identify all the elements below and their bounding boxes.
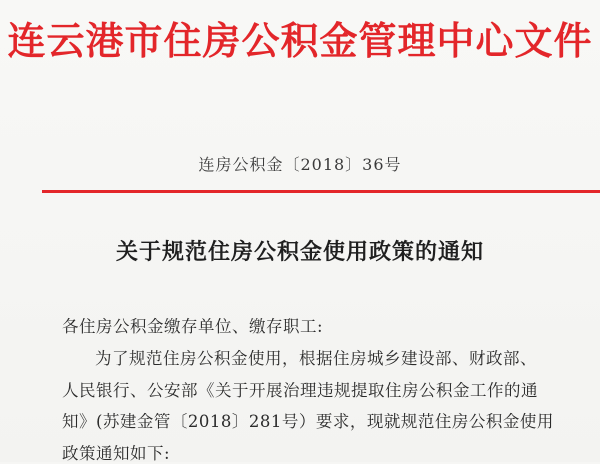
salutation-line: 各住房公积金缴存单位、缴存职工: bbox=[62, 317, 324, 336]
red-separator-rule bbox=[42, 190, 600, 193]
body-paragraph-line-4: 政策通知如下: bbox=[62, 444, 171, 463]
document-number: 连房公积金〔2018〕36号 bbox=[198, 155, 402, 174]
notice-title: 关于规范住房公积金使用政策的通知 bbox=[115, 240, 484, 265]
body-paragraph-line-1: 为了规范住房公积金使用，根据住房城乡建设部、财政部、 bbox=[95, 349, 537, 368]
document-header-title: 连云港市住房公积金管理中心文件 bbox=[7, 19, 593, 63]
body-paragraph-line-2: 人民银行、公安部《关于开展治理违规提取住房公积金工作的通 bbox=[62, 381, 538, 400]
body-paragraph-line-3: 知》(苏建金管〔2018〕281号）要求，现就规范住房公积金使用 bbox=[62, 412, 554, 431]
